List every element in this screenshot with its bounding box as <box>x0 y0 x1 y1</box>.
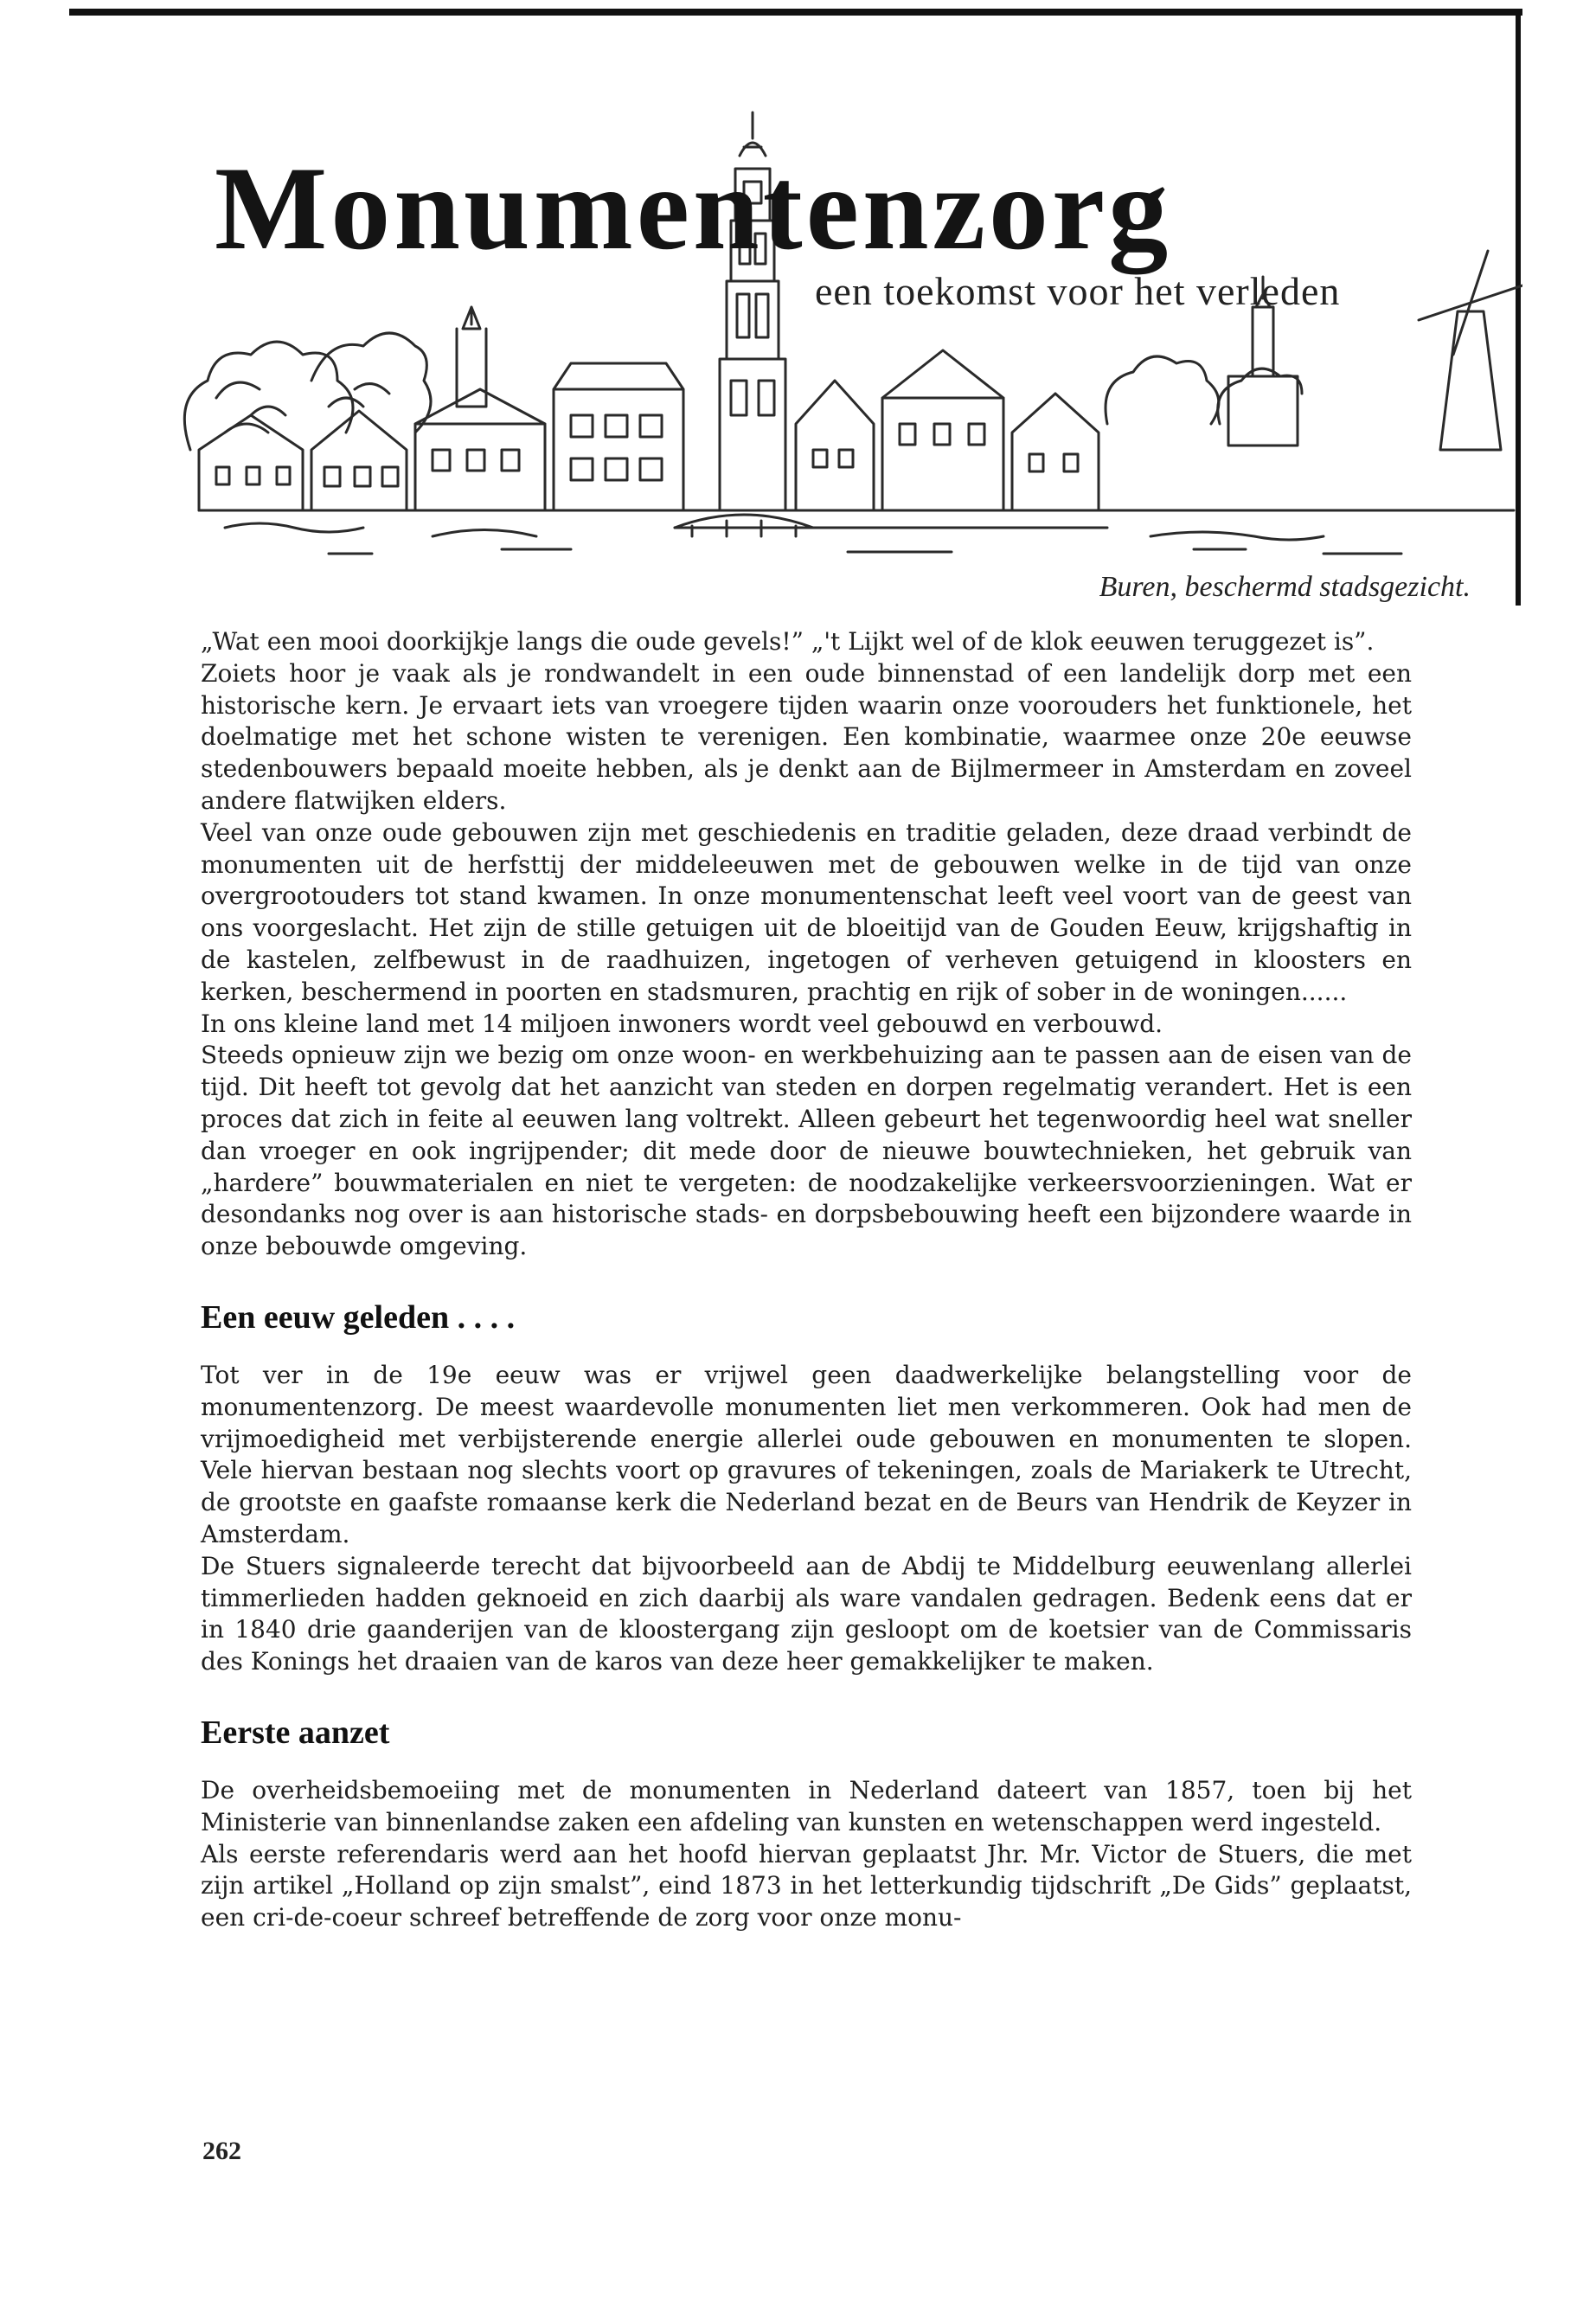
intro-paragraph-1: „Wat een mooi doorkijkje langs die oude gevels!” „'t Lijkt wel of de klok eeuwen teruggezet is”. <box>201 627 1375 656</box>
town-skyline-illustration <box>69 17 1522 614</box>
intro-paragraph-2: Zoiets hoor je vaak als je rondwandelt in een oude binnenstad of een landelijk dorp met een historische kern. Je ervaart iets van vroegere tijden waarin onze voorouders het funktionele, het doelmatige met het schone wisten te verenigen. Een kombinatie, waarmee onze 20e eeuwse stedenbouwers bepaald moeite hebben, als je denkt aan de Bijlmermeer in Amsterdam en zoveel andere flatwijken elders. <box>201 658 1412 815</box>
section-heading-een-eeuw-geleden: Een eeuw geleden . . . . <box>201 1298 516 1336</box>
section2-paragraph-2: Als eerste referendaris werd aan het hoofd hiervan geplaatst Jhr. Mr. Victor de Stuers, die met zijn artikel „Holland op zijn smalst”, eind 1873 in het letterkundig tijdschrift „De Gids” geplaatst, een cri-de-coeur schreef betreffende de zorg voor onze monu- <box>201 1839 1412 1932</box>
masthead-title: Monumentenzorg <box>215 142 1172 274</box>
page-number: 262 <box>202 2137 241 2165</box>
houses-left-illustration <box>199 415 303 510</box>
small-spire-illustration <box>457 307 486 407</box>
riverbank-illustration <box>199 510 1514 540</box>
bridge-illustration <box>675 515 813 536</box>
intro-paragraph-4: In ons kleine land met 14 miljoen inwoners wordt veel gebouwd en verbouwd. <box>201 1009 1163 1038</box>
intro-paragraph-5: Steeds opnieuw zijn we bezig om onze woon- en werkbehuizing aan te passen aan de eisen van de tijd. Dit heeft tot gevolg dat het aanzicht van steden en dorpen regelmatig verandert. Het is een proces dat zich in feite al eeuwen lang voltrekt. Alleen gebeurt het tegenwoordig heel wat sneller dan vroeger en ook ingrijpender; dit mede door de nieuwe bouwtechnieken, het gebruik van „hardere” bouwmaterialen en niet te vergeten: de noodzakelijke verkeersvoorzieningen. Wat er desondanks nog over is aan historische stads- en dorpsbebouwing heeft een bijzondere waarde in onze bebouwde omgeving. <box>201 1041 1412 1261</box>
section1-paragraph-1: Tot ver in de 19e eeuw was er vrijwel geen daadwerkelijke belangstelling voor de monumentenzorg. De meest waardevolle monumenten liet men verkommeren. Ook had men de vrijmoedigheid met verbijsterende energie allerlei oude gebouwen en monumenten te slopen. Vele hiervan bestaan nog slechts voort op gravures of tekeningen, zoals de Mariakerk te Utrecht, de grootste en gaafste romaanse kerk die Nederland bezat en de Beurs van Hendrik de Keyzer in Amsterdam. <box>201 1360 1412 1548</box>
intro-paragraph-3: Veel van onze oude gebouwen zijn met geschiedenis en traditie geladen, deze draad verbindt de monumenten uit de herfsttij der middeleeuwen met de gebouwen welke in de tijd van onze overgrootouders tot stand kwamen. In onze monumentenschat leeft veel voort van de geest van ons voorgeslacht. Het zijn de stille getuigen uit de bloeitijd van de Gouden Eeuw, krijgshaftig in de kastelen, zelfbewust in de raadhuizen, ingetogen of verheven getuigend in kloosters en kerken, beschermend in poorten en stadsmuren, prachtig en rijk of sober in de woningen...... <box>201 817 1412 1006</box>
masthead-subtitle: een toekomst voor het verleden <box>815 269 1341 313</box>
section-heading-eerste-aanzet: Eerste aanzet <box>201 1714 390 1751</box>
windmill-illustration <box>1419 251 1522 450</box>
section2-paragraph-1: De overheidsbemoeiing met de monumenten in Nederland dateert van 1857, toen bij het Ministerie van binnenlandse zaken een afdeling van kunsten en wetenschappen werd ingesteld. <box>201 1775 1412 1836</box>
houses-right-illustration <box>796 381 874 510</box>
illustration-caption: Buren, beschermd stadsgezicht. <box>1099 571 1471 603</box>
section1-paragraph-2: De Stuers signaleerde terecht dat bijvoorbeeld aan de Abdij te Middelburg eeuwenlang allerlei timmerlieden hadden geknoeid en zich daarbij als ware vandalen gedragen. Bedenk eens dat er in 1840 drie gaanderijen van de kloostergang zijn gesloopt om de koetsier van de Commissaris des Konings het draaien van de karos van deze heer gemakkelijker te maken. <box>201 1551 1412 1676</box>
masthead <box>69 17 1522 614</box>
article-body <box>201 626 1412 1934</box>
top-border-rule <box>69 9 1522 16</box>
